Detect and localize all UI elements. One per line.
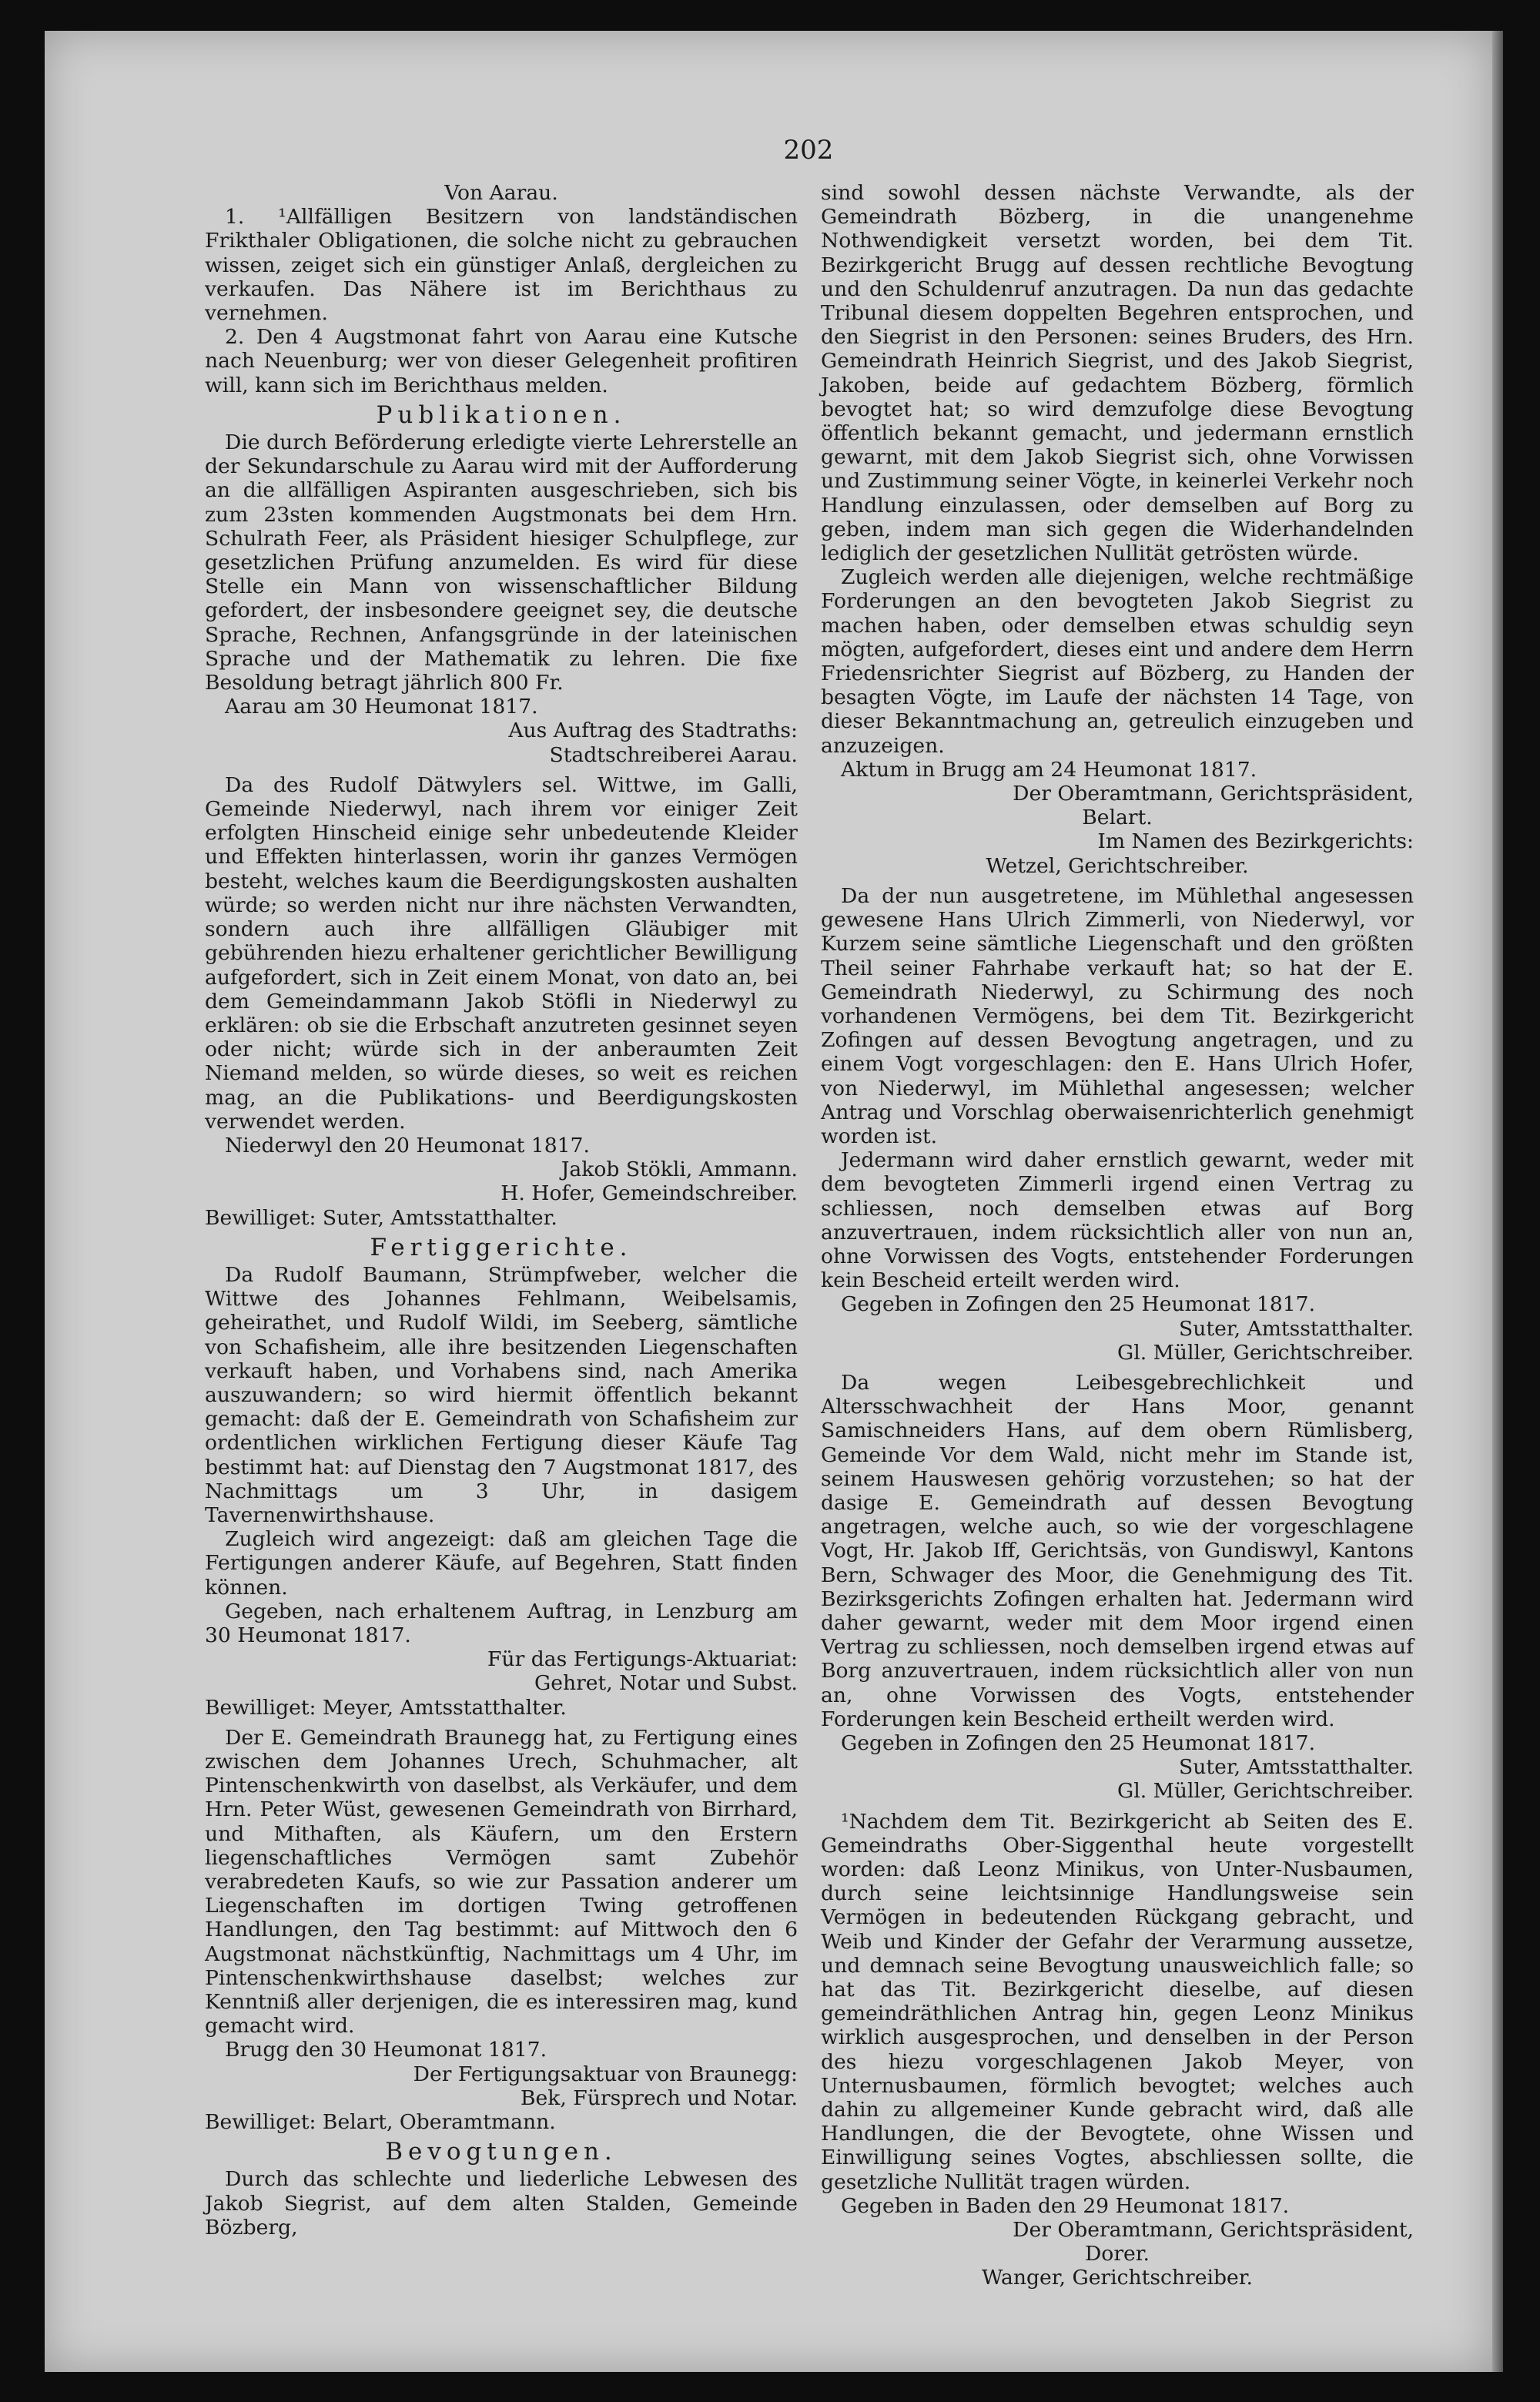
notice-zimmerli: Da der nun ausgetretene, im Mühlethal angesessen gewesene Hans Ulrich Zimmerli, von Niederwyl, vor Kurzem seine sämtliche Liegenschaft und den größten Theil seiner Fahrhabe verkauft hat; so hat der E. Gemeindrath Niederwyl, zu Schirmung des noch vorhandenen Vermögens, bei dem Tit. Bezirkgericht Zofingen auf dessen Bevogtung angetragen, und zu einem Vogt vorgeschlagen: den E. Hans Ulrich Hofer, von Niederwyl, im Mühlethal angesessen; welcher Antrag und Vorschlag oberwaisenrichterlich genehmigt worden ist. — [821, 883, 1414, 1148]
notice-auftrag: Aus Auftrag des Stadtraths: — [508, 719, 798, 743]
notice-signature: Gl. Müller, Gerichtschreiber. — [1117, 1779, 1414, 1804]
notice-obligationen: 1. ¹Allfälligen Besitzern von landständischen Frikthaler Obligationen, die solche nicht zu gebrauchen wissen, zeiget sich ein günstiger Anlaß, dergleichen zu verkaufen. Das Nähere ist im Berichthaus zu vernehmen. — [205, 205, 798, 326]
notice-date: Brugg den 30 Heumonat 1817. — [225, 2038, 547, 2062]
notice-siegrist-cont: sind sowohl dessen nächste Verwandte, als der Gemeindrath Bözberg, in die unangenehme Nothwendigkeit versetzt worden, bei dem Tit. Bezirkgericht Brugg auf dessen rechtliche Bevogtung und den Schuldenruf anzutragen. Da nun das gedachte Tribunal diesem doppelten Begehren entsprochen, und den Siegrist in den Personen: seines Bruders, des Hrn. Gemeindrath Heinrich Siegrist, und des Jakob Siegrist, Jakoben, beide auf gedachtem Bözberg, förmlich bevogtet hat; so wird demzufolge diese Bevogtung öffentlich bekannt gemacht, und jedermann ernstlich gewarnt, mit dem Jakob Siegrist sich, ohne Vorwissen und Zustimmung seiner Vögte, in keinerlei Verkehr noch Handlung einzulassen, oder demselben auf Borg zu geben, indem man sich gegen die Widerhandelnden lediglich der gesetzlichen Nullität getrösten würde. — [821, 181, 1414, 566]
heading-publikationen: Publikationen. — [376, 400, 627, 429]
notice-date: Aarau am 30 Heumonat 1817. — [225, 695, 538, 719]
notice-signature: Der Oberamtmann, Gerichtspräsident, — [1013, 2218, 1414, 2243]
notice-signature: Belart. — [1082, 806, 1153, 830]
notice-siegrist: Durch das schlechte und liederliche Lebwesen des Jakob Siegrist, auf dem alten Stalden, Gemeinde Bözberg, — [205, 2167, 798, 2240]
notice-signature: H. Hofer, Gemeindschreiber. — [500, 1181, 798, 1206]
heading-bevogtungen: Bevogtungen. — [385, 2138, 618, 2166]
left-column — [205, 181, 798, 2240]
notice-signature: Gehret, Notar und Subst. — [534, 1671, 798, 1696]
notice-signature: Bek, Fürsprech und Notar. — [521, 2085, 798, 2110]
notice-date: Gegeben, nach erhaltenem Auftrag, in Lenzburg am 30 Heumonat 1817. — [205, 1599, 798, 1647]
notice-signature: Stadtschreiberei Aarau. — [549, 742, 798, 767]
page-number: 202 — [783, 135, 834, 166]
page-edge — [1492, 31, 1503, 2372]
notice-daetwyler: Da des Rudolf Dätwylers sel. Wittwe, im Galli, Gemeinde Niederwyl, nach ihrem vor einiger Zeit erfolgten Hinscheid einige sehr unbedeutende Kleider und Effekten hinterlassen, worin ihr ganzes Vermögen besteht, welches kaum die Beerdigungskosten aushalten würde; so werden nicht nur ihre nächsten Verwandten, sondern auch ihre allfälligen Gläubiger mit gebührenden hiezu erhaltener gerichtlicher Bewilligung aufgefordert, sich in Zeit einem Monat, von dato an, bei dem Gemeindammann Jakob Stöfli in Niederwyl zu erklären: ob sie die Erbschaft anzutreten gesinnet seyen oder nicht; würde sich in der anberaumten Zeit Niemand melden, so würde dieses, so weit es reichen mag, an die Publikations- und Beerdigungskosten verwendet werden. — [205, 772, 798, 1134]
notice-signature: Im Namen des Bezirkgerichts: — [1097, 829, 1414, 854]
notice-signature: Wetzel, Gerichtschreiber. — [986, 853, 1249, 878]
notice-warnung: Jedermann wird daher ernstlich gewarnt, weder mit dem bevogteten Zimmerli irgend einen Vertrag zu schliessen, noch demselben etwas auf Borg anzuvertrauen, indem rücksichtlich aller von nun an, ohne Vorwissen des Vogts, entstehender Forderungen kein Bescheid erteilt werden wird. — [821, 1148, 1414, 1293]
notice-bewilliget: Bewilliget: Belart, Oberamtmann. — [205, 2110, 556, 2135]
notice-zugleich: Zugleich werden alle diejenigen, welche rechtmäßige Forderungen an den bevogteten Jakob Siegrist zu machen haben, oder demselben etwas schuldig seyn mögten, aufgefordert, dieses eint und andere dem Herrn Friedensrichter Siegrist auf Bözberg, zu Handen der besagten Vögte, im Laufe der nächsten 14 Tage, von dieser Bekanntmachung an, getreulich einzugeben und anzuzeigen. — [821, 565, 1414, 758]
notice-signature: Gl. Müller, Gerichtschreiber. — [1117, 1340, 1414, 1365]
notice-date: Gegeben in Baden den 29 Heumonat 1817. — [841, 2193, 1290, 2218]
notice-date: Aktum in Brugg am 24 Heumonat 1817. — [841, 757, 1257, 782]
notice-moor: Da wegen Leibesgebrechlichkeit und Altersschwachheit der Hans Moor, genannt Samischneiders Hans, auf dem obern Rümlisberg, Gemeinde Vor dem Wald, nicht mehr im Stande ist, seinem Hauswesen gehörig vorzustehen; so hat der dasige E. Gemeindrath auf dessen Bevogtung angetragen, welche auch, so wie der vorgeschlagene Vogt, Hr. Jakob Iff, Gerichtsäs, von Gundiswyl, Kantons Bern, Schwager des Moor, die Genehmigung des Tit. Bezirksgerichts Zofingen erhalten hat. Jedermann wird daher gewarnt, weder mit dem Moor irgend einen Vertrag zu schliessen, noch demselben irgend etwas auf Borg anzuvertrauen, indem rücksichtlich aller von nun an, ohne Vorwissen des Vogts, entstehender Forderungen kein Bescheid ertheilt werden wird. — [821, 1370, 1414, 1731]
notice-kutsche: 2. Den 4 Augstmonat fahrt von Aarau eine Kutsche nach Neuenburg; wer von dieser Gelegenheit profitiren will, kann sich im Berichthaus melden. — [205, 325, 798, 397]
notice-minikus: ¹Nachdem dem Tit. Bezirkgericht ab Seiten des E. Gemeindraths Ober-Siggenthal heute vorgestellt worden: daß Leonz Minikus, von Unter-Nusbaumen, durch seine leichtsinnige Handlungsweise sein Vermögen in bedeutenden Rückgang gebracht, und Weib und Kinder der Gefahr der Verarmung aussetze, und demnach seine Bevogtung unausweichlich falle; so hat das Tit. Bezirkgericht dieselbe, auf diesen gemeindräthlichen Antrag hin, gegen Leonz Minikus wirklich ausgesprochen, und denselben in der Person des hiezu vorgeschlagenen Jakob Meyer, von Unternusbaumen, förmlich bevogtet; welches auch dahin zu allgemeiner Kunde gebracht wird, daß alle Handlungen, die der Bevogtete, ohne Wissen und Einwilligung seines Vogtes, abschliessen sollte, die gesetzliche Nullität tragen würden. — [821, 1809, 1414, 2194]
notice-date: Gegeben in Zofingen den 25 Heumonat 1817. — [841, 1731, 1316, 1755]
notice-signature: Dorer. — [1084, 2242, 1150, 2266]
right-column — [821, 181, 1414, 2290]
notice-signature: Jakob Stökli, Ammann. — [561, 1157, 798, 1182]
notice-signature: Wanger, Gerichtschreiber. — [981, 2266, 1253, 2290]
notice-bewilliget: Bewilliget: Suter, Amtsstatthalter. — [205, 1205, 557, 1230]
notice-bewilliget: Bewilliget: Meyer, Amtsstatthalter. — [205, 1695, 567, 1720]
heading-fertiggerichte: Fertiggerichte. — [370, 1233, 633, 1261]
notice-signature: Suter, Amtsstatthalter. — [1179, 1316, 1414, 1341]
notice-braunegg: Der E. Gemeindrath Braunegg hat, zu Fertigung eines zwischen dem Johannes Urech, Schuhmacher, alt Pintenschenkwirth von daselbst, als Verkäufer, und dem Hrn. Peter Wüst, gewesenen Gemeindrath von Birrhard, und Mithaften, als Käufern, um den Erstern liegenschaftliches Vermögen samt Zubehör verabredeten Kaufs, so wie zur Passation anderer um Liegenschaften im dortigen Twing getroffenen Handlungen, den Tag bestimmt: auf Mittwoch den 6 Augstmonat nächstkünftig, Nachmittags um 4 Uhr, im Pintenschenkwirthshause daselbst; welches zur Kenntniß aller derjenigen, die es interessiren mag, kund gemacht wird. — [205, 1725, 798, 2039]
notice-signature: Der Fertigungsaktuar von Braunegg: — [413, 2062, 798, 2086]
notice-zugleich: Zugleich wird angezeigt: daß am gleichen Tage die Fertigungen anderer Käufe, auf Begehren, Statt finden können. — [205, 1527, 798, 1600]
notice-signature: Der Oberamtmann, Gerichtspräsident, — [1013, 782, 1414, 806]
notice-date: Gegeben in Zofingen den 25 Heumonat 1817. — [841, 1292, 1316, 1317]
notice-signature: Für das Fertigungs-Aktuariat: — [487, 1647, 798, 1672]
notice-lehrerstelle: Die durch Beförderung erledigte vierte Lehrerstelle an der Sekundarschule zu Aarau wird mit der Aufforderung an die allfälligen Aspiranten ausgeschrieben, sich bis zum 23sten kommenden Augstmonats bei dem Hrn. Schulrath Feer, als Präsident hiesiger Schulpflege, zur gesetzlichen Prüfung anzumelden. Es wird für diese Stelle ein Mann von wissenschaftlicher Bildung gefordert, der insbesondere geeignet sey, die deutsche Sprache, Rechnen, Anfangsgründe in der lateinischen Sprache und der Mathematik zu lehren. Die fixe Besoldung betragt jährlich 800 Fr. — [205, 430, 798, 695]
notice-date: Niederwyl den 20 Heumonat 1817. — [225, 1133, 590, 1157]
notice-signature: Suter, Amtsstatthalter. — [1179, 1755, 1414, 1780]
section-title-aarau: Von Aarau. — [444, 181, 558, 205]
notice-baumann: Da Rudolf Baumann, Strümpfweber, welcher die Wittwe des Johannes Fehlmann, Weibelsamis, geheirathet, und Rudolf Wildi, im Seeberg, sämtliche von Schafisheim, alle ihre besitzenden Liegenschaften verkauft haben, und Vorhabens sind, nach Amerika auszuwandern; so wird hiermit öffentlich bekannt gemacht: daß der E. Gemeindrath von Schafisheim zur ordentlichen wirklichen Fertigung dieser Käufe Tag bestimmt hat: auf Dienstag den 7 Augstmonat 1817, des Nachmittags um 3 Uhr, in dasigem Tavernenwirthshause. — [205, 1262, 798, 1527]
